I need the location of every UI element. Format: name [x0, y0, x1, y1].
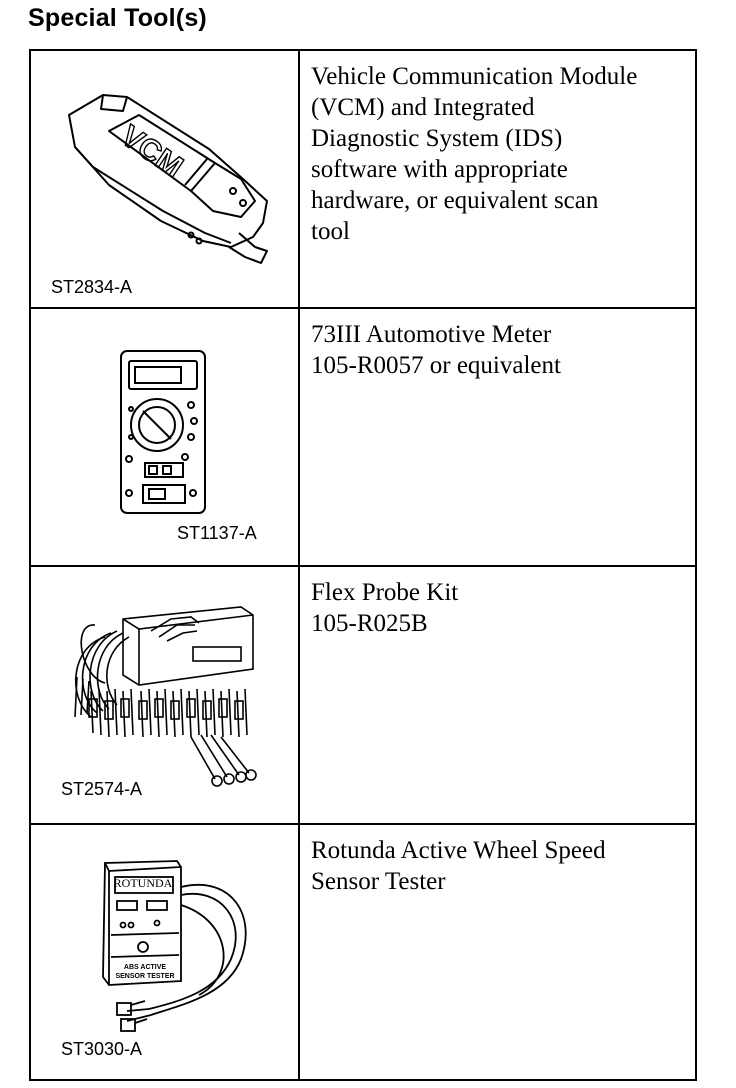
- special-tools-table: [29, 49, 697, 1081]
- tool-code: ST2574-A: [61, 779, 143, 799]
- rotunda-brand-text: ROTUNDA: [113, 876, 173, 890]
- tool-description: 73III Automotive Meter 105-R0057 or equivalent: [311, 321, 561, 379]
- tool-code: ST1137-A: [177, 523, 257, 543]
- tool-description-cell: [299, 50, 696, 308]
- tool-image-cell: [30, 50, 299, 308]
- table-row: [30, 50, 696, 308]
- table-row: [30, 308, 696, 566]
- table-row: [30, 824, 696, 1080]
- tool-code: ST3030-A: [61, 1039, 143, 1059]
- tester-label-line1: ABS ACTIVE: [123, 964, 167, 971]
- multimeter-icon: [31, 309, 298, 565]
- tool-image-cell: [30, 308, 299, 566]
- tool-code: ST2834-A: [51, 277, 133, 297]
- tool-description-cell: [299, 308, 696, 566]
- vcm-device-text: VCM: [114, 119, 189, 184]
- tool-description-cell: [299, 824, 696, 1080]
- page-title: Special Tool(s): [28, 4, 207, 32]
- tool-image-cell: [30, 566, 299, 824]
- vcm-module-icon: [31, 51, 298, 307]
- tool-description: Vehicle Communication Module (VCM) and Integrated Diagnostic System (IDS) software with appropriate hardware, or equivalent scan tool: [311, 63, 638, 245]
- tool-description: Rotunda Active Wheel Speed Sensor Tester: [311, 837, 606, 895]
- tool-description-cell: [299, 566, 696, 824]
- tool-description: Flex Probe Kit 105-R025B: [311, 579, 459, 637]
- tool-image-cell: [30, 824, 299, 1080]
- tester-label-line2: SENSOR TESTER: [115, 973, 175, 980]
- table-row: [30, 566, 696, 824]
